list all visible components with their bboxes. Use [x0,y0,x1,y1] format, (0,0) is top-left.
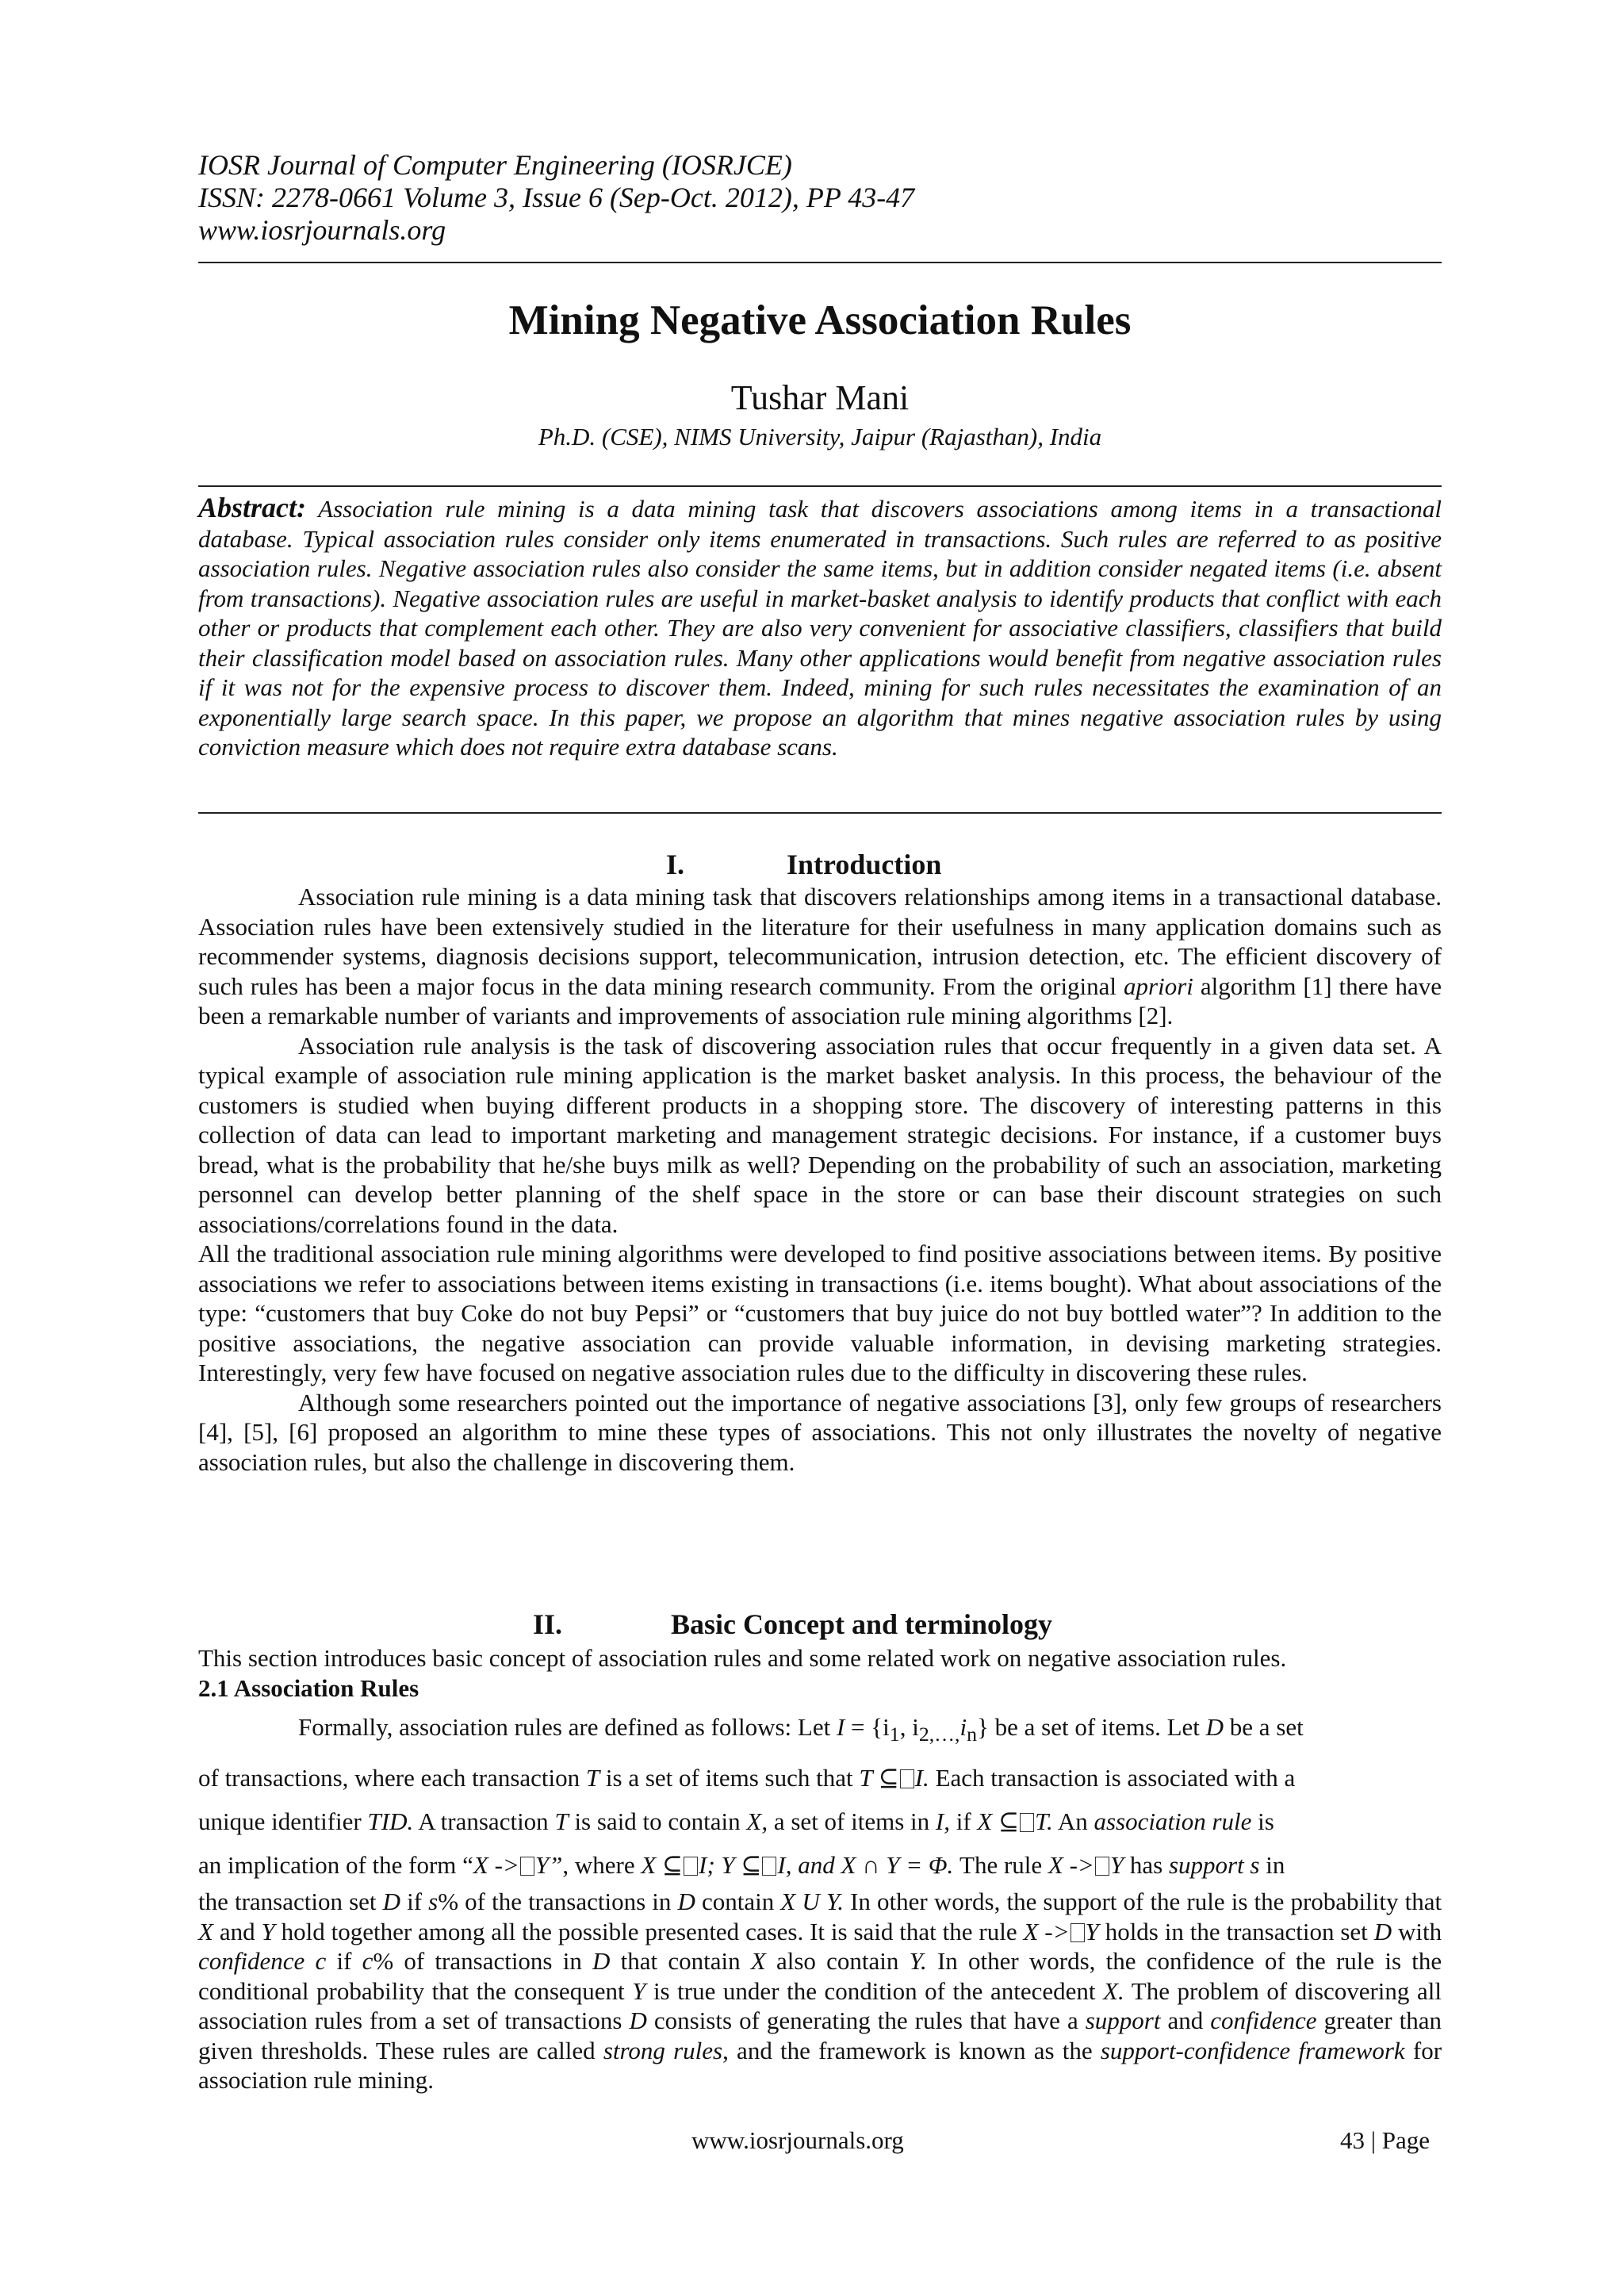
footer-page-number: 43 | Page [1340,2126,1430,2154]
missing-glyph-icon [1071,1923,1085,1942]
abstract-top-divider [198,485,1442,487]
journal-website[interactable]: www.iosrjournals.org [198,214,446,246]
definition-line: of transactions, where each transaction T is a set of items such that T ⊆ I. Each transaction is associated with a [198,1764,1296,1792]
section2-intro: This section introduces basic concept of association rules and some related work on negative association rules. [198,1644,1287,1672]
abstract-bottom-divider [198,812,1442,814]
introduction-body [198,882,1442,1477]
journal-header [198,149,1435,247]
abstract [198,493,1442,762]
emphasis-apriori: apriori [1124,972,1193,1000]
journal-issn: ISSN: 2278-0661 Volume 3, Issue 6 (Sep-Oct. 2012), PP 43-47 [198,182,915,213]
association-rules-definition [198,1705,1442,2095]
abstract-label: Abstract: [198,492,307,523]
paper-title: Mining Negative Association Rules [508,297,1132,343]
missing-glyph-icon [900,1769,914,1788]
missing-glyph-icon [520,1857,534,1876]
definition-line: unique identifier TID. A transaction T is said to contain X, a set of items in I, if X ⊆ T. An association rule is [198,1807,1274,1836]
paragraph-text: algorithm [1] there have been a remarkable number of variants and improvements of association rule mining algorithms [2]. [198,972,1442,1029]
paragraph-text: Association rule mining is a data mining task that discovers relationships among items in a transactional database. Association rules have been extensively studied in the literature for their usefulness in many application domains such as recommender systems, diagnosis decisions support, telecommunication, intrusion detection, etc. The efficient discovery of such rules has been a major focus in the data mining research community. From the original [198,883,1442,1000]
subsection-heading: 2.1 Association Rules [198,1674,419,1702]
section-title: Basic Concept and terminology [671,1608,1052,1640]
header-divider [198,262,1442,263]
paragraph: Although some researchers pointed out the importance of negative associations [3], only few groups of researchers [4], [5], [6] proposed an algorithm to mine these types of associations. This not only illustrates the novelty of negative association rules, but also the challenge in discovering them. [198,1388,1442,1476]
missing-glyph-icon [762,1857,776,1876]
author-affiliation: Ph.D. (CSE), NIMS University, Jaipur (Rajasthan), India [538,423,1102,450]
missing-glyph-icon [1095,1857,1109,1876]
section-number: II. [533,1608,563,1640]
section-number: I. [666,849,685,880]
missing-glyph-icon [1020,1813,1034,1832]
definition-line: Formally, association rules are defined as follows: Let $I = \{i_1$, $i_{2,\dots,}i_n$} be a set of items. Let D be a set [298,1713,1304,1746]
definition-paragraph: the transaction set D if s% of the transactions in D contain X U Y. In other words, the support of the rule is the probability that X and Y hold together among all the possible presented cases. It is said that the rule X -> Y holds in the transaction set D with confidence c if c% of transactions in D that contain X also contain Y. In other words, the confidence of the rule is the conditional probability that the consequent Y is true under the condition of the antecedent X. The problem of discovering all association rules from a set of transactions D consists of generating the rules that have a support and confidence greater than given thresholds. These rules are called strong rules, and the framework is known as the support-confidence framework for association rule mining. [198,1888,1442,2095]
abstract-text: Association rule mining is a data mining task that discovers associations among items in a transactional database. Typical association rules consider only items enumerated in transactions. Such rules are referred to as positive association rules. Negative association rules also consider the same items, but in addition consider negated items (i.e. absent from transactions). Negative association rules are useful in market-basket analysis to identify products that conflict with each other or products that complement each other. They are also very convenient for associative classifiers, classifiers that build their classification model based on association rules. Many other applications would benefit from negative association rules if it was not for the expensive process to discover them. Indeed, mining for such rules necessitates the examination of an exponentially large search space. In this paper, we propose an algorithm that mines negative association rules by using conviction measure which does not require extra database scans. [198,495,1442,761]
missing-glyph-icon [684,1857,698,1876]
footer-website[interactable]: www.iosrjournals.org [691,2126,904,2154]
paragraph: All the traditional association rule mining algorithms were developed to find positive associations between items. By positive associations we refer to associations between items existing in transactions (i.e. items bought). What about associations of the type: “customers that buy Coke do not buy Pepsi” or “customers that buy juice do not buy bottled water”? In addition to the positive associations, the negative association can provide valuable information, in devising marketing strategies. Interestingly, very few have focused on negative association rules due to the difficulty in discovering these rules. [198,1240,1442,1386]
section-title: Introduction [787,849,942,880]
paragraph [198,882,1442,1031]
author-name: Tushar Mani [730,378,910,417]
definition-line: an implication of the form “X -> Y”, where X ⊆ I; Y ⊆ I, and X ∩ Y = Φ. The rule X -> Y has support s in [198,1851,1285,1880]
paragraph: Association rule analysis is the task of discovering association rules that occur frequently in a given data set. A typical example of association rule mining application is the market basket analysis. In this process, the behaviour of the customers is studied when buying different products in a shopping store. The discovery of interesting patterns in this collection of data can lead to important marketing and management strategic decisions. For instance, if a customer buys bread, what is the probability that he/she buys milk as well? Depending on the probability of such an association, marketing personnel can develop better planning of the shelf space in the store or can base their discount strategies on such associations/correlations found in the data. [198,1031,1442,1238]
journal-name: IOSR Journal of Computer Engineering (IOSRJCE) [198,149,792,181]
